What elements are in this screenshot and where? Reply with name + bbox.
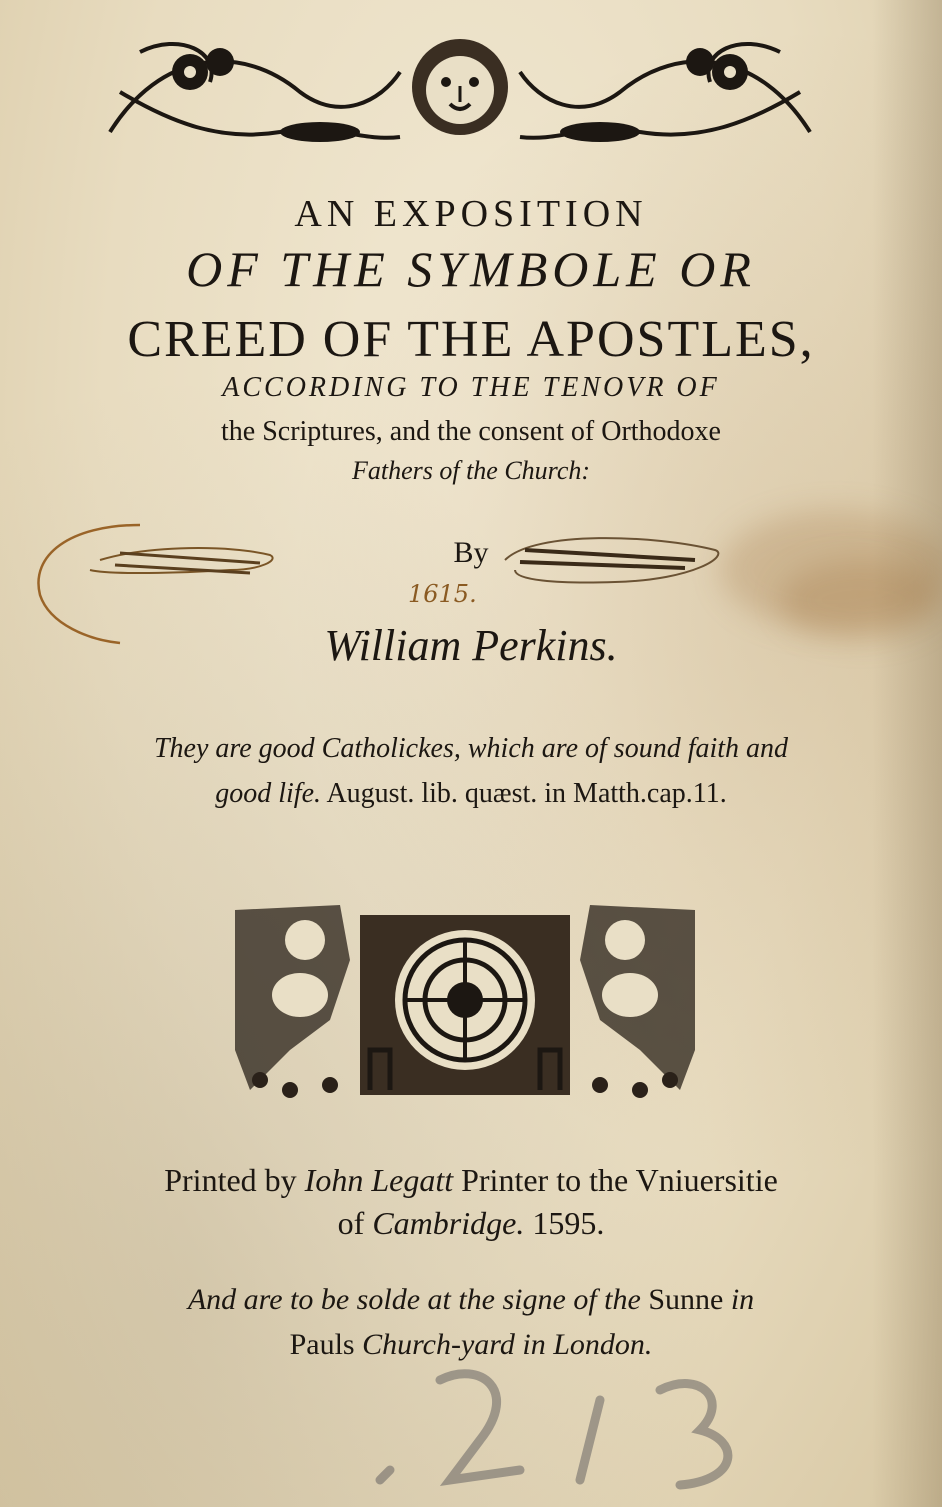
title-line-2: OF THE SYMBOLE OR <box>186 241 756 297</box>
motto-line-2 <box>0 778 942 810</box>
title-line-3: CREED OF THE APOSTLES, <box>127 311 815 368</box>
imprint-sign-name: Sunne <box>648 1283 724 1316</box>
title-line-5: the Scriptures, and the consent of Orthodoxe <box>221 416 721 447</box>
imprint-of: of <box>337 1205 373 1241</box>
pencil-shelfmark <box>360 1350 810 1500</box>
motto-citation: August. lib. quæst. in Matth.cap.11. <box>321 778 727 809</box>
imprint-year: 1595. <box>524 1205 605 1241</box>
by-label: By <box>453 536 489 569</box>
title-line-4: ACCORDING TO THE TENOVR OF <box>222 372 720 403</box>
imprint-line-1 <box>0 1162 942 1199</box>
lion-head-ornament <box>100 22 820 162</box>
author-name: William Perkins. <box>324 621 618 670</box>
cherub-printers-device <box>230 900 700 1105</box>
imprint-churchyard: Church-yard in London. <box>362 1328 653 1361</box>
imprint-place: Cambridge. <box>372 1205 525 1241</box>
imprint-printer-name: Iohn Legatt <box>304 1162 454 1198</box>
imprint-pauls: Pauls <box>289 1328 363 1361</box>
imprint-in: in <box>723 1283 755 1316</box>
title-line-1: AN EXPOSITION <box>294 193 648 235</box>
imprint-line-3 <box>0 1283 942 1317</box>
handwritten-date: 1615. <box>408 580 477 608</box>
imprint-sold-at: And are to be solde at the signe of the <box>187 1283 649 1316</box>
imprint-printed-by: Printed by <box>164 1162 305 1198</box>
motto-line-1: They are good Catholickes, which are of sound faith and <box>153 733 789 764</box>
imprint-line-2 <box>0 1205 942 1242</box>
title-line-6: Fathers of the Church: <box>351 456 591 485</box>
motto-line-2-italic: good life. <box>215 778 321 809</box>
imprint-university: Printer to the Vniuersitie <box>453 1162 778 1198</box>
